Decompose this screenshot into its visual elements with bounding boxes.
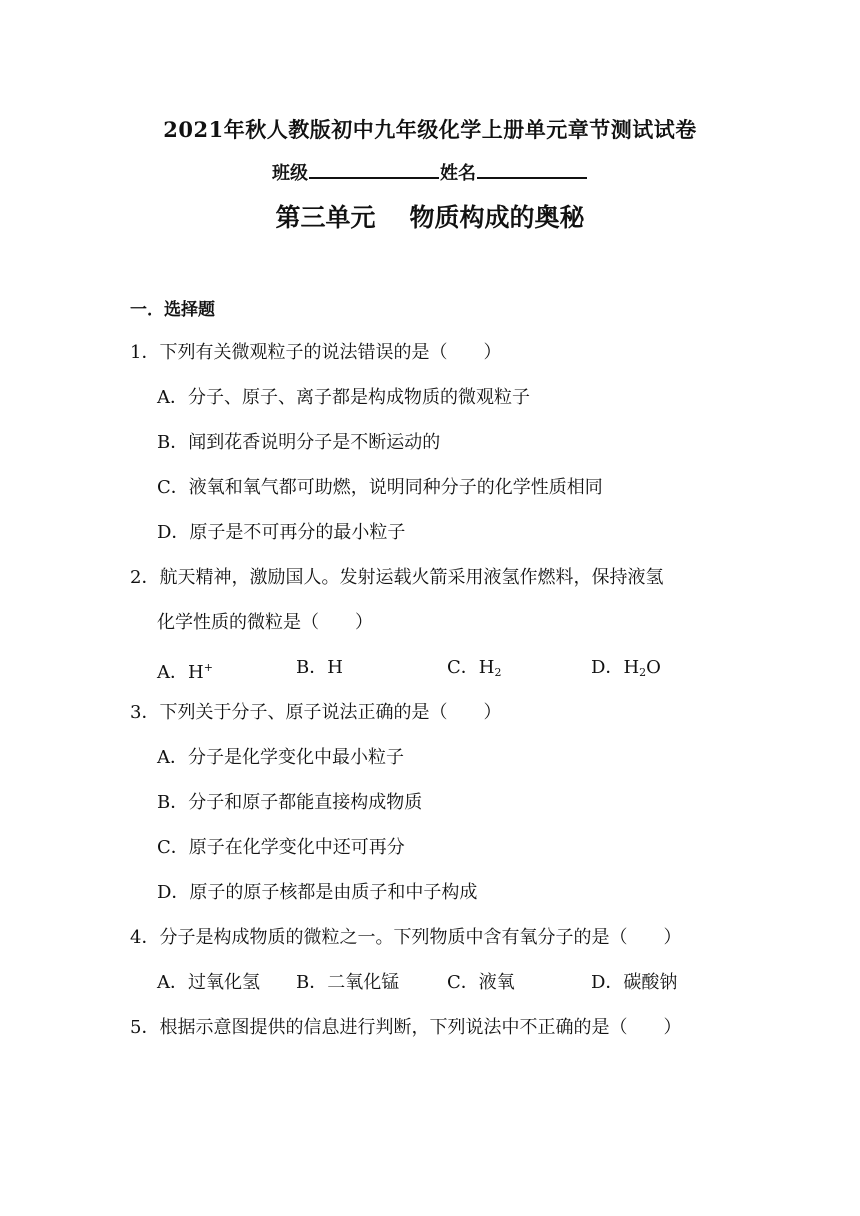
question-2-option-b: B．H — [296, 657, 343, 678]
question-2-option-c: C．$H_2$ — [447, 657, 502, 679]
question-1-option-a: A．分子、原子、离子都是构成物质的微观粒子 — [157, 387, 530, 408]
question-2-stem-line1: 2．航天精神，激励国人。发射运载火箭采用液氢作燃料，保持液氢 — [130, 567, 664, 588]
unit-number: 第三单元 — [275, 203, 376, 232]
section-title: 一．选择题 — [130, 300, 215, 320]
question-1-option-c: C．液氧和氧气都可助燃，说明同种分子的化学性质相同 — [157, 477, 603, 498]
name-label: 姓名 — [440, 163, 476, 184]
question-2-option-d: D．$H_2O$ — [591, 657, 661, 679]
question-3-option-d: D．原子的原子核都是由质子和中子构成 — [157, 882, 478, 903]
question-4-option-c: C．液氧 — [447, 972, 515, 993]
question-3-option-b: B．分子和原子都能直接构成物质 — [157, 792, 423, 813]
question-3-stem: 3．下列关于分子、原子说法正确的是（ ） — [130, 702, 502, 723]
class-label: 班级 — [272, 163, 308, 184]
question-5-stem: 5．根据示意图提供的信息进行判断，下列说法中不正确的是（ ） — [130, 1017, 682, 1038]
exam-title: 2021年秋人教版初中九年级化学上册单元章节测试试卷 — [163, 117, 697, 142]
unit-heading — [0, 198, 860, 234]
question-2-options — [157, 656, 717, 683]
question-3-option-c: C．原子在化学变化中还可再分 — [157, 837, 405, 858]
question-4-options — [157, 971, 717, 995]
question-2-option-a: A．H+ — [157, 661, 213, 683]
question-4-stem: 4．分子是构成物质的微粒之一。下列物质中含有氧分子的是（ ） — [130, 927, 682, 948]
question-1-stem: 1．下列有关微观粒子的说法错误的是（ ） — [130, 342, 502, 363]
question-1-option-b: B．闻到花香说明分子是不断运动的 — [157, 432, 441, 453]
class-name-line — [0, 159, 860, 185]
question-1-option-d: D．原子是不可再分的最小粒子 — [157, 522, 406, 543]
question-4-option-b: B．二氧化锰 — [296, 972, 400, 993]
name-blank[interactable] — [477, 159, 587, 179]
unit-name: 物质构成的奥秘 — [409, 203, 585, 232]
class-blank[interactable] — [309, 159, 439, 179]
question-4-option-a: A．过氧化氢 — [157, 972, 260, 993]
question-3-option-a: A．分子是化学变化中最小粒子 — [157, 747, 404, 768]
question-4-option-d: D．碳酸钠 — [591, 972, 678, 993]
question-2-stem-line2: 化学性质的微粒是（ ） — [157, 612, 373, 633]
